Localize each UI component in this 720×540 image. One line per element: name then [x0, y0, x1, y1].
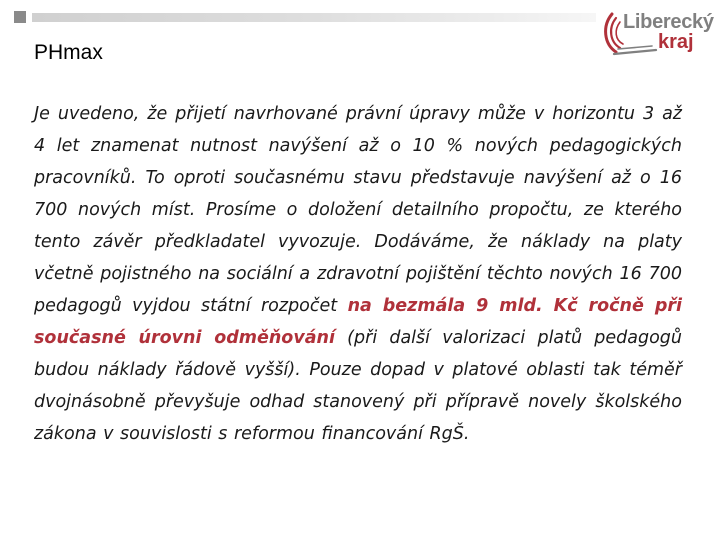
header-square — [14, 11, 26, 23]
header-gradient-line — [32, 13, 596, 22]
paragraph-text-after: (při další valorizaci platů pedagogů budou náklady řádově vyšší). Pouze dopad v platové oblasti tak téměř dvojnásobně převyšuje odhad stanovený při přípravě novely školského zákona v souvislosti s reformou financování RgŠ. — [34, 328, 683, 444]
paragraph-highlight: na bezmála 9 mld. Kč ročně při současné úrovni odměňování — [34, 296, 682, 348]
logo-text-kraj: kraj — [658, 31, 694, 53]
header-decor-bar — [14, 11, 596, 23]
liberecky-kraj-logo — [600, 8, 716, 58]
paragraph-text-before: Je uvedeno, že přijetí navrhované právní úpravy může v horizontu 3 až 4 let znamenat nutnost navýšení až o 10 % nových pedagogických pracovníků. To oproti současnému stavu představuje navýšení až o 16 700 nových míst. Prosíme o doložení detailního propočtu, ze kterého tento závěr předkladatel vyvozuje. Dodáváme, že náklady na platy včetně pojistného na sociální a zdravotní pojištění těchto nových 16 700 pedagogů vyjdou státní rozpočet — [34, 104, 682, 316]
logo-text-liberecky: Liberecký — [623, 11, 714, 33]
slide-title: PHmax — [34, 41, 103, 64]
body-paragraph — [34, 98, 682, 450]
